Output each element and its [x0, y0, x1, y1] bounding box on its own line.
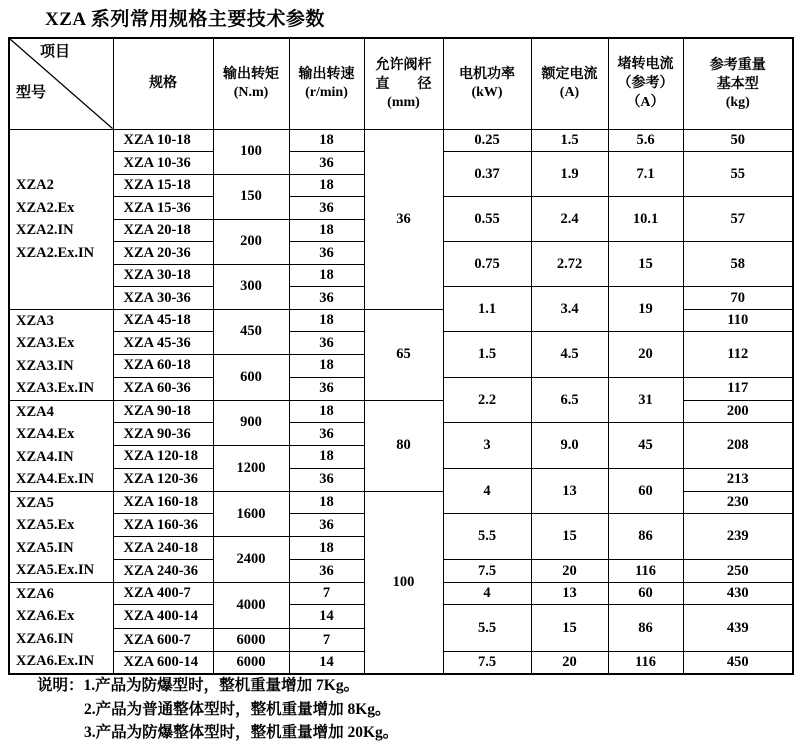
cell-speed: 18: [289, 264, 364, 287]
cell-weight: 239: [683, 514, 793, 560]
cell-power: 7.5: [443, 651, 531, 674]
header-line: （A）: [626, 95, 665, 111]
cell-spec: XZA 10-18: [113, 129, 213, 152]
cell-current: 4.5: [531, 332, 608, 378]
cell-locked: 60: [608, 468, 683, 513]
cell-power: 5.5: [443, 605, 531, 652]
cell-model: [9, 129, 113, 309]
model-line: XZA4.IN: [16, 448, 74, 465]
table-row: [9, 129, 793, 152]
notes-section: [37, 674, 398, 745]
cell-spec: XZA 400-7: [113, 582, 213, 605]
header-line: 参考重量: [709, 57, 766, 73]
cell-speed: 36: [289, 197, 364, 220]
cell-spec: XZA 15-18: [113, 174, 213, 197]
cell-weight: 250: [683, 560, 793, 583]
cell-power: 2.2: [443, 377, 531, 422]
cell-model: [9, 400, 113, 491]
note-line-3: [84, 721, 398, 745]
cell-speed: 18: [289, 309, 364, 332]
cell-weight: 200: [683, 400, 793, 423]
cell-stem: 80: [364, 400, 443, 491]
header-torque: [213, 38, 289, 129]
cell-power: 1.1: [443, 287, 531, 332]
header-spec: [113, 38, 213, 129]
cell-current: 1.9: [531, 152, 608, 197]
cell-current: 2.4: [531, 197, 608, 242]
cell-spec: XZA 45-36: [113, 332, 213, 355]
cell-speed: 36: [289, 242, 364, 265]
header-line: (r/min): [305, 85, 348, 101]
cell-weight: 58: [683, 242, 793, 287]
cell-speed: 18: [289, 219, 364, 242]
cell-current: 13: [531, 468, 608, 513]
cell-weight: 117: [683, 377, 793, 400]
cell-model: [9, 582, 113, 674]
table-body: [9, 129, 793, 674]
cell-speed: 18: [289, 537, 364, 560]
cell-torque: 150: [213, 174, 289, 219]
cell-weight: 57: [683, 197, 793, 242]
cell-speed: 14: [289, 605, 364, 629]
cell-spec: XZA 30-36: [113, 287, 213, 310]
cell-locked: 5.6: [608, 129, 683, 152]
cell-current: 20: [531, 651, 608, 674]
cell-stem: 100: [364, 491, 443, 674]
cell-spec: XZA 240-36: [113, 560, 213, 583]
note-line-1: [37, 674, 398, 698]
model-line: XZA3: [16, 312, 54, 329]
cell-power: 5.5: [443, 514, 531, 560]
note-item: 1.产品为防爆型时，整机重量增加 7Kg。: [83, 677, 360, 694]
header-line: (kg): [725, 94, 750, 110]
corner-cell: [9, 38, 113, 129]
model-line: XZA4.Ex: [16, 426, 75, 442]
corner-label-item: 项目: [40, 44, 71, 60]
header-weight: [683, 38, 793, 129]
cell-power: 7.5: [443, 560, 531, 583]
header-line: 允许阀杆: [375, 57, 432, 73]
header-power: [443, 38, 531, 129]
model-line: XZA3.Ex.IN: [16, 380, 95, 396]
cell-speed: 18: [289, 491, 364, 514]
header-line: （参考）: [617, 76, 674, 92]
note-line-2: [84, 698, 398, 722]
cell-torque: 900: [213, 400, 289, 445]
cell-spec: XZA 20-18: [113, 219, 213, 242]
model-line: XZA3.Ex: [16, 335, 75, 351]
cell-spec: XZA 240-18: [113, 537, 213, 560]
cell-speed: 36: [289, 560, 364, 583]
cell-weight: 230: [683, 491, 793, 514]
cell-torque: 2400: [213, 537, 289, 583]
model-line: XZA6.Ex: [16, 608, 75, 624]
header-line: 堵转电流: [617, 57, 674, 73]
cell-power: 4: [443, 582, 531, 605]
cell-model: [9, 491, 113, 582]
cell-locked: 60: [608, 582, 683, 605]
cell-weight: 110: [683, 309, 793, 332]
cell-spec: XZA 60-18: [113, 354, 213, 377]
cell-power: 0.55: [443, 197, 531, 242]
cell-power: 0.75: [443, 242, 531, 287]
cell-spec: XZA 160-18: [113, 491, 213, 514]
cell-speed: 36: [289, 514, 364, 537]
cell-speed: 36: [289, 423, 364, 446]
cell-power: 1.5: [443, 332, 531, 378]
cell-spec: XZA 10-36: [113, 152, 213, 175]
header-line: 输出转速: [298, 67, 355, 83]
model-line: XZA5: [16, 494, 54, 511]
cell-weight: 112: [683, 332, 793, 378]
cell-torque: 100: [213, 129, 289, 174]
cell-locked: 45: [608, 423, 683, 469]
model-line: XZA5.IN: [16, 539, 74, 556]
header-line: 基本型: [716, 76, 759, 92]
model-line: XZA2.IN: [16, 222, 74, 238]
cell-weight: 70: [683, 287, 793, 310]
model-line: XZA4.Ex.IN: [16, 471, 95, 487]
cell-speed: 18: [289, 400, 364, 423]
cell-current: 3.4: [531, 287, 608, 332]
header-current: [531, 38, 608, 129]
header-line: 输出转矩: [223, 67, 279, 83]
cell-locked: 86: [608, 605, 683, 652]
model-line: XZA6.IN: [16, 630, 74, 647]
header-line: (A): [559, 85, 580, 101]
model-line: XZA5.Ex: [16, 517, 75, 533]
cell-speed: 18: [289, 174, 364, 197]
header-line: 直 径: [375, 76, 432, 92]
header-speed: [289, 38, 364, 129]
cell-locked: 7.1: [608, 152, 683, 197]
cell-spec: XZA 30-18: [113, 264, 213, 287]
cell-weight: 450: [683, 651, 793, 674]
cell-spec: XZA 600-7: [113, 629, 213, 652]
header-line: (mm): [387, 94, 420, 110]
cell-spec: XZA 20-36: [113, 242, 213, 265]
cell-power: 4: [443, 468, 531, 513]
spec-table: [8, 37, 794, 675]
cell-spec: XZA 120-36: [113, 468, 213, 491]
cell-spec: XZA 160-36: [113, 514, 213, 537]
cell-power: 0.25: [443, 129, 531, 152]
cell-power: 0.37: [443, 152, 531, 197]
cell-spec: XZA 90-18: [113, 400, 213, 423]
cell-current: 15: [531, 605, 608, 652]
cell-torque: 300: [213, 264, 289, 309]
cell-weight: 208: [683, 423, 793, 469]
table-header: [9, 38, 793, 129]
cell-speed: 18: [289, 445, 364, 468]
cell-current: 20: [531, 560, 608, 583]
cell-speed: 7: [289, 629, 364, 652]
cell-current: 15: [531, 514, 608, 560]
cell-locked: 116: [608, 651, 683, 674]
cell-stem: 36: [364, 129, 443, 309]
cell-spec: XZA 60-36: [113, 377, 213, 400]
cell-current: 2.72: [531, 242, 608, 287]
header-line: 规格: [149, 76, 177, 92]
note-item: 2.产品为普通整体型时，整机重量增加 8Kg。: [84, 700, 391, 718]
header-stem: [364, 38, 443, 129]
cell-weight: 213: [683, 468, 793, 491]
notes-label: 说明：: [37, 677, 84, 694]
cell-power: 3: [443, 423, 531, 469]
cell-torque: 6000: [213, 651, 289, 674]
cell-speed: 18: [289, 129, 364, 152]
cell-torque: 6000: [213, 629, 289, 652]
cell-locked: 10.1: [608, 197, 683, 242]
model-line: XZA4: [16, 403, 54, 420]
cell-current: 6.5: [531, 377, 608, 422]
cell-speed: 36: [289, 468, 364, 491]
model-line: XZA2.Ex.IN: [16, 244, 95, 261]
corner-label-model: 型号: [16, 85, 47, 101]
header-line: (kW): [471, 85, 503, 101]
cell-current: 1.5: [531, 129, 608, 152]
model-line: XZA6.Ex.IN: [16, 653, 95, 669]
cell-spec: XZA 400-14: [113, 605, 213, 629]
cell-torque: 450: [213, 309, 289, 354]
model-line: XZA6: [16, 585, 54, 602]
cell-speed: 36: [289, 287, 364, 310]
note-item: 3.产品为防爆整体型时，整机重量增加 20Kg。: [84, 724, 399, 741]
header-locked: [608, 38, 683, 129]
cell-weight: 430: [683, 582, 793, 605]
cell-spec: XZA 600-14: [113, 651, 213, 674]
cell-locked: 86: [608, 514, 683, 560]
cell-model: [9, 309, 113, 400]
cell-torque: 1200: [213, 445, 289, 491]
cell-locked: 15: [608, 242, 683, 287]
model-line: XZA5.Ex.IN: [16, 562, 95, 578]
cell-current: 13: [531, 582, 608, 605]
cell-weight: 439: [683, 605, 793, 652]
cell-torque: 1600: [213, 491, 289, 537]
cell-spec: XZA 15-36: [113, 197, 213, 220]
cell-locked: 31: [608, 377, 683, 422]
header-line: 电机功率: [459, 67, 515, 83]
cell-current: 9.0: [531, 423, 608, 469]
cell-spec: XZA 90-36: [113, 423, 213, 446]
cell-locked: 116: [608, 560, 683, 583]
model-line: XZA2.Ex: [16, 199, 75, 216]
cell-speed: 36: [289, 377, 364, 400]
cell-locked: 20: [608, 332, 683, 378]
cell-locked: 19: [608, 287, 683, 332]
cell-speed: 14: [289, 651, 364, 674]
model-line: XZA3.IN: [16, 357, 74, 374]
header-line: (N.m): [233, 85, 269, 101]
cell-speed: 36: [289, 152, 364, 175]
cell-torque: 4000: [213, 582, 289, 629]
cell-weight: 55: [683, 152, 793, 197]
model-line: XZA2: [16, 177, 54, 193]
header-line: 额定电流: [541, 67, 598, 83]
cell-spec: XZA 45-18: [113, 309, 213, 332]
cell-speed: 7: [289, 582, 364, 605]
cell-speed: 36: [289, 332, 364, 355]
cell-stem: 65: [364, 309, 443, 400]
cell-spec: XZA 120-18: [113, 445, 213, 468]
cell-speed: 18: [289, 354, 364, 377]
cell-torque: 600: [213, 354, 289, 400]
page-title: XZA 系列常用规格主要技术参数: [45, 9, 325, 30]
cell-torque: 200: [213, 219, 289, 264]
cell-weight: 50: [683, 129, 793, 152]
